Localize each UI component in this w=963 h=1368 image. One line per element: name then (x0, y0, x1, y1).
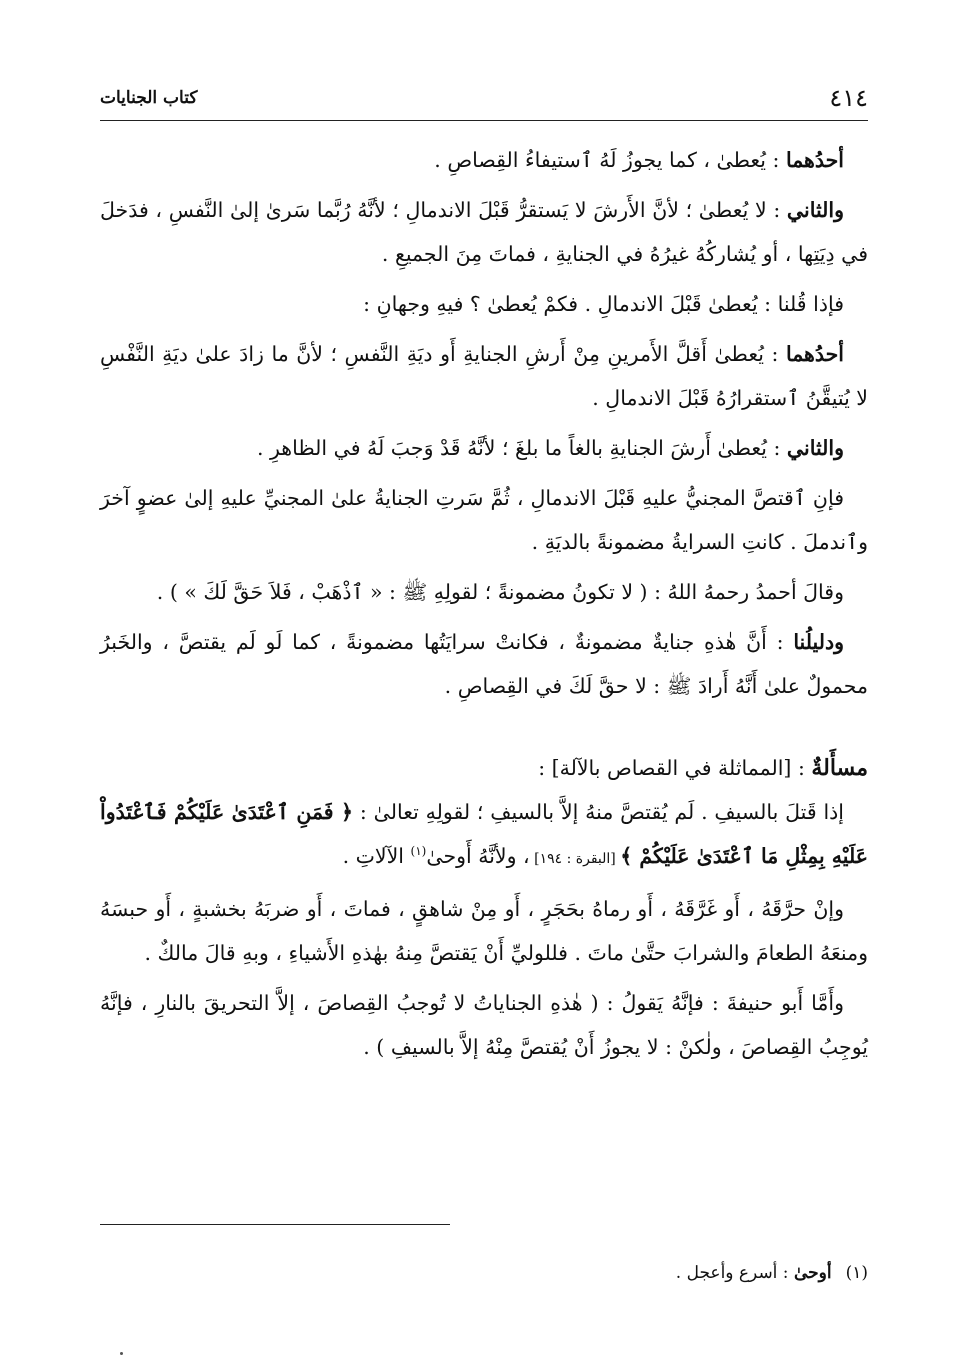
paragraph-lead: ودليلُنا (793, 630, 844, 654)
paragraph-text: وقالَ أحمدُ رحمهُ اللهُ : ( لا تكونُ مضمونةً ؛ لقولِهِ ﷺ : « ٱذْهَبْ ، فَلاَ حَقَّ لَكَ » ) . (156, 580, 844, 604)
paragraph: وأَمَّا أَبو حنيفةَ : فإنَّهُ يَقولُ : ( هٰذهِ الجناياتُ لا تُوجبُ القِصاصَ ، إلاَّ التحريقَ بالنارِ ، فإنَّهُ يُوجِبُ القِصاصَ ، ولٰكنْ : لا يجوزُ أَنْ يُقتصَّ مِنْهُ إلاَّ بالسيفِ ) . (100, 991, 868, 1059)
verse-reference: [البقرة : ١٩٤] (529, 851, 621, 867)
paragraph (100, 476, 868, 564)
page-body (100, 138, 868, 1069)
footnote-word: أوحىٰ (793, 1263, 832, 1283)
scan-speck (120, 1352, 123, 1355)
paragraph (100, 426, 868, 470)
paragraph-text: : أَنَّ هٰذهِ جنايةٌ مضمونةٌ ، فكانتْ سرايَتُها مضمونةً ، كما لَو لَم يقتصَّ ، والخَبرُ محمولٌ علىٰ أَنَّهُ أَرادَ ﷺ : لا حقَّ لَكَ في القِصاصِ . (100, 630, 868, 698)
footnote (100, 1258, 868, 1288)
paragraph-lead: والثاني (786, 198, 844, 222)
paragraph (100, 570, 868, 614)
paragraph-text: فإذا قُلنا : يُعطىٰ قَبْلَ الاندمالِ . فكمْ يُعطىٰ ؟ فيهِ وجهانِ : (363, 292, 844, 316)
paragraph (100, 332, 868, 420)
paragraph-text: الآلاتِ . (342, 844, 411, 868)
paragraph-lead: أحدُهما (785, 342, 844, 366)
paragraph-text: ، ولأنَّهُ أَوحىٰ (426, 844, 530, 868)
footnote-number: (١) (845, 1263, 868, 1283)
paragraph (100, 790, 868, 881)
paragraph-text: إذا قَتلَ بالسيفِ . لَم يُقتصَّ منهُ إلاَّ بالسيفِ ؛ لقولِهِ تعالىٰ : (353, 800, 844, 824)
section-word: مسأَلةٌ (811, 755, 868, 781)
footnote-text: : أسرع وأعجل . (675, 1263, 794, 1283)
header-rule (100, 120, 868, 121)
quran-verse: ﴿ فَمَنِ ٱعْتَدَىٰ عَلَيْكُمْ فَٱعْتَدُواْ عَلَيْهِ بِمِثْلِ مَا ٱعْتَدَىٰ عَلَيْكُمْ ﴾ (100, 800, 868, 868)
paragraph-text: : يُعطىٰ ، كما يجوزُ لَهُ ٱستيفاءُ القِصاصِ . (434, 148, 786, 172)
paragraph (100, 138, 868, 182)
section-title: : [المماثلة في القصاص بالآلة] : (538, 756, 812, 780)
paragraph: وإنْ حرَّقَهُ ، أَو غَرَّقَهُ ، أَو رماهُ بحَجَرٍ ، أَو مِنْ شاهقٍ ، فماتَ ، أَو ضربَهُ بخشبةٍ ، أَو حبسَهُ ومنعَهُ الطعامَ والشرابَ حتَّىٰ ماتَ . فللوليِّ أَنْ يَقتصَّ مِنهُ بهٰذهِ الأَشياءِ ، وبهِ قالَ مالكٌ . (100, 897, 868, 965)
paragraph (100, 188, 868, 276)
paragraph (100, 282, 868, 326)
running-title: كتاب الجنايات (100, 88, 198, 108)
paragraph-text: : يُعطىٰ أَرشَ الجنايةِ بالغاً ما بلغَ ؛ لأنَّهُ قَدْ وَجبَ لَهُ في الظاهرِ . (256, 436, 787, 460)
page-number: ٤١٤ (829, 84, 868, 112)
section-heading (100, 746, 868, 790)
footnote-rule (100, 1224, 450, 1225)
footnote-marker[interactable]: (١) (410, 844, 427, 859)
paragraph-text: : لا يُعطىٰ ؛ لأنَّ الأَرشَ لا يَستقرُّ قَبْلَ الاندمالِ ؛ لأنَّهُ رُبَّما سَرىٰ إلىٰ النَّفسِ ، فدَخلَ في دِيَتِها ، أو يُشاركُهُ غيرُهُ في الجنايةِ ، فماتَ مِنَ الجميعِ . (100, 198, 868, 266)
paragraph-text: : يُعطىٰ أَقلَّ الأَمرينِ مِنْ أَرشِ الجنايةِ أَو ديَةِ النَّفسِ ؛ لأنَّ ما زادَ علىٰ ديَةِ النَّفْسِ لا يُتيقَّنُ ٱستقرارُهُ قَبْلَ الاندمالِ . (100, 342, 868, 410)
page-header (100, 82, 868, 114)
paragraph (100, 620, 868, 708)
paragraph-lead: أحدُهما (785, 148, 844, 172)
paragraph-lead: والثاني (786, 436, 844, 460)
paragraph-text: فإنِ ٱقتصَّ المجنيُّ عليهِ قَبْلَ الاندمالِ ، ثُمَّ سَرتِ الجنايةُ علىٰ المجنيِّ عليهِ إلىٰ عضوٍ آخرَ وٱندملَ . كانتِ السرايةُ مضمونةً بالديَةِ . (100, 486, 868, 554)
